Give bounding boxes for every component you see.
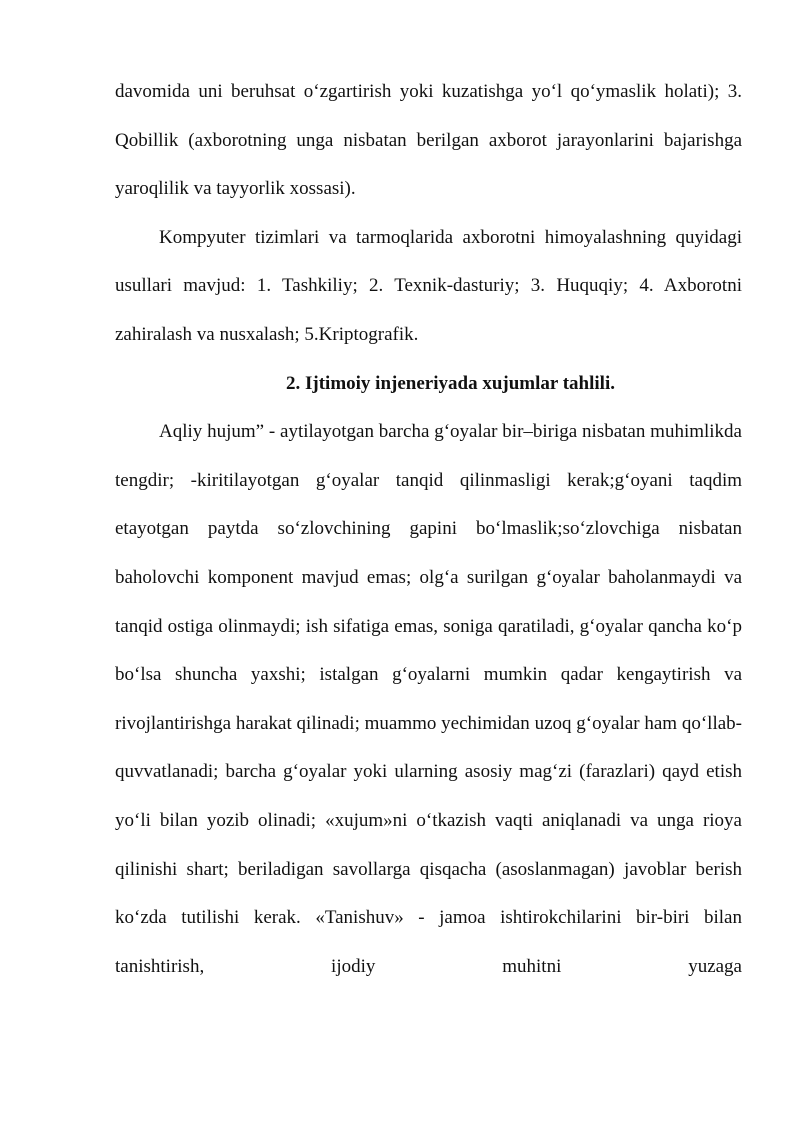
paragraph-brainstorming: Aqliy hujum” - aytilayotgan barcha g‘oyalar bir–biriga nisbatan muhimlikda tengdir; -kiritilayotgan g‘oyalar tanqid qilinmasligi kerak;g‘oyani taqdim etayotgan paytda so‘zlovchining gapini bo‘lmaslik;so‘zlovchiga nisbatan baholovchi komponent mavjud emas; olg‘a surilgan g‘oyalar baholanmaydi va tanqid ostiga olinmaydi; ish sifatiga emas, soniga qaratiladi, g‘oyalar qancha ko‘p bo‘lsa shuncha yaxshi; istalgan g‘oyalarni mumkin qadar kengaytirish va rivojlantirishga harakat qilinadi; muammo yechimidan uzoq g‘oyalar ham qo‘llab-quvvatlanadi; barcha g‘oyalar yoki ularning asosiy mag‘zi (farazlari) qayd etish yo‘li bilan yozib olinadi; «xujum»ni o‘tkazish vaqti aniqlanadi va unga rioya qilinishi shart; beriladigan savollarga qisqacha (asoslanmagan) javoblar berish ko‘zda tutilishi kerak. «Tanishuv» - jamoa ishtirokchilarini bir-biri bilan tanishtirish, ijodiy muhitni yuzaga [115,421,742,977]
section-heading: 2. Ijtimoiy injeneriyada xujumlar tahlili. [286,372,615,394]
paragraph-security-properties: davomida uni beruhsat o‘zgartirish yoki kuzatishga yo‘l qo‘ymaslik holati); 3. Qobillik (axborotning unga nisbatan berilgan axborot jarayonlarini bajarishga yaroqlilik va tayyorlik xossasi). [115,81,742,200]
paragraph-protection-methods: Kompyuter tizimlari va tarmoqlarida axborotni himoyalashning quyidagi usullari mavjud: 1. Tashkiliy; 2. Texnik-dasturiy; 3. Huquqiy; 4. Axborotni zahiralash va nusxalash; 5.Kriptografik. [115,226,742,345]
document-page [115,68,742,991]
